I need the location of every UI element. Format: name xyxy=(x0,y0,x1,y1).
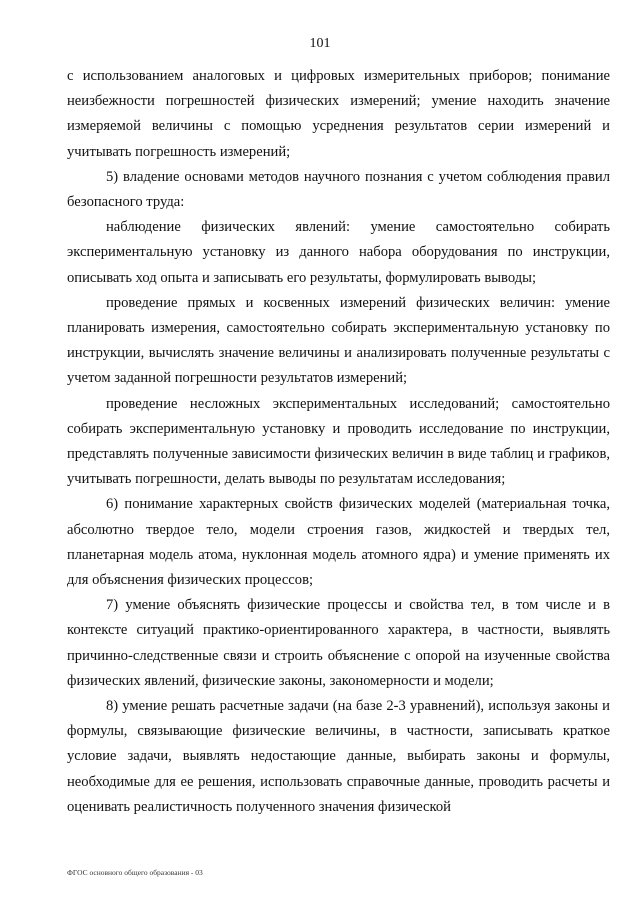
paragraph-4: проведение прямых и косвенных измерений физических величин: умение планировать измерения, самостоятельно собирать экспериментальную установку по инструкции, вычислять значение величины и анализировать полученные результаты с учетом заданной погрешности результатов измерений; xyxy=(67,294,610,387)
footer-note: ФГОС основного общего образования - 03 xyxy=(67,868,203,877)
paragraph-2: 5) владение основами методов научного познания с учетом соблюдения правил безопасного труда: xyxy=(67,168,610,211)
paragraph-1: с использованием аналоговых и цифровых измерительных приборов; понимание неизбежности погрешностей физических измерений; умение находить значение измеряемой величины с помощью усреднения результатов серии измерений и учитывать погрешность измерений; xyxy=(67,68,610,160)
page-number: 101 xyxy=(309,36,331,51)
document-body xyxy=(67,64,610,820)
paragraph-6: 6) понимание характерных свойств физических моделей (материальная точка, абсолютно твердое тело, модели строения газов, жидкостей и твердых тел, планетарная модель атома, нуклонная модель атомного ядра) и умение применять их для объяснения физических процессов; xyxy=(67,496,610,589)
paragraph-7: 7) умение объяснять физические процессы и свойства тел, в том числе и в контексте ситуаций практико-ориентированного характера, в частности, выявлять причинно-следственные связи и строить объяснение с опорой на изученные свойства физических явлений, физические законы, закономерности и модели; xyxy=(67,597,610,689)
paragraph-8: 8) умение решать расчетные задачи (на базе 2-3 уравнений), используя законы и формулы, связывающие физические величины, в частности, записывать краткое условие задачи, выявлять недостающие данные, выбирать законы и формулы, необходимые для ее решения, использовать справочные данные, проводить расчеты и оценивать реалистичность полученного значения физической xyxy=(67,698,610,815)
paragraph-3: наблюдение физических явлений: умение самостоятельно собирать экспериментальную установку из данного набора оборудования по инструкции, описывать ход опыта и записывать его результаты, формулировать выводы; xyxy=(67,219,610,286)
paragraph-5: проведение несложных экспериментальных исследований; самостоятельно собирать экспериментальную установку и проводить исследование по инструкции, представлять полученные зависимости физических величин в виде таблиц и графиков, учитывать погрешности, делать выводы по результатам исследования; xyxy=(67,395,610,488)
